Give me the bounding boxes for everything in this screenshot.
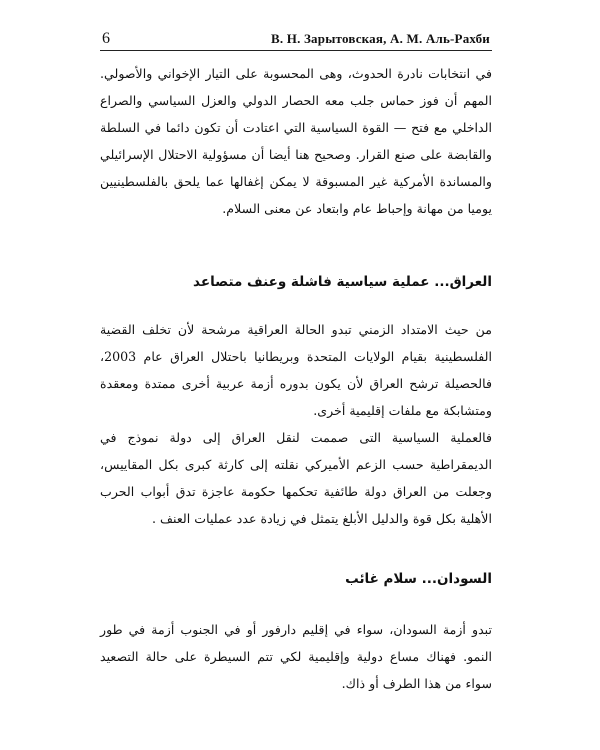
paragraph-iraq-1: من حيث الامتداد الزمني تبدو الحالة العراقية مرشحة لأن تخلف القضية الفلسطينية بقيام الولايات المتحدة وبريطانيا باحتلال العراق عام 2003، فالحصيلة ترشح العراق لأن يكون بدوره أزمة عربية أخرى ممتدة ومعقدة ومتشابكة مع ملفات إقليمية أخرى. bbox=[100, 322, 492, 418]
page-number: 6 bbox=[102, 30, 110, 47]
paragraph-palestine-continued: في انتخابات نادرة الحدوث، وهى المحسوبة على التيار الإخواني والأصولي. المهم أن فوز حماس جلب معه الحصار الدولي والعزل السياسي والصراع الداخلي مع فتح — القوة السياسية التي اعتادت أن تكون دائما في السلطة والقابضة على صنع القرار. وصحيح هنا أيضا أن مسؤولية الاحتلال الإسرائيلي والمساندة الأمركية غير المسبوقة لا يمكن إغفالها عما يلحق بالفلسطينيين يوميا من مهانة وإحباط عام وابتعاد عن معنى السلام. bbox=[100, 66, 492, 216]
paragraph-sudan: تبدو أزمة السودان، سواء في إقليم دارفور أو في الجنوب أزمة في طور النمو. فهناك مساع دولية وإقليمية لكي تتم السيطرة على حالة التصعيد سواء من هذا الطرف أو ذاك. bbox=[100, 622, 492, 691]
section-heading-iraq: العراق... عملية سياسية فاشلة وعنف متصاعد bbox=[193, 274, 492, 290]
section-heading-sudan: السودان... سلام غائب bbox=[345, 571, 492, 587]
paragraph-iraq-2: فالعملية السياسية التى صممت لنقل العراق إلى دولة نموذج في الديمقراطية حسب الزعم الأميركي نقلته إلى كارثة كبرى بكل المقاييس، وجعلت من العراق دولة طائفية تحكمها حكومة عاجزة تدق أبواب الحرب الأهلية بكل قوة والدليل الأبلغ يتمثل في زيادة عدد عمليات العنف . bbox=[100, 430, 492, 526]
running-header bbox=[100, 28, 492, 51]
header-authors: В. Н. Зарытовская, А. М. Аль-Рахби bbox=[271, 31, 490, 46]
